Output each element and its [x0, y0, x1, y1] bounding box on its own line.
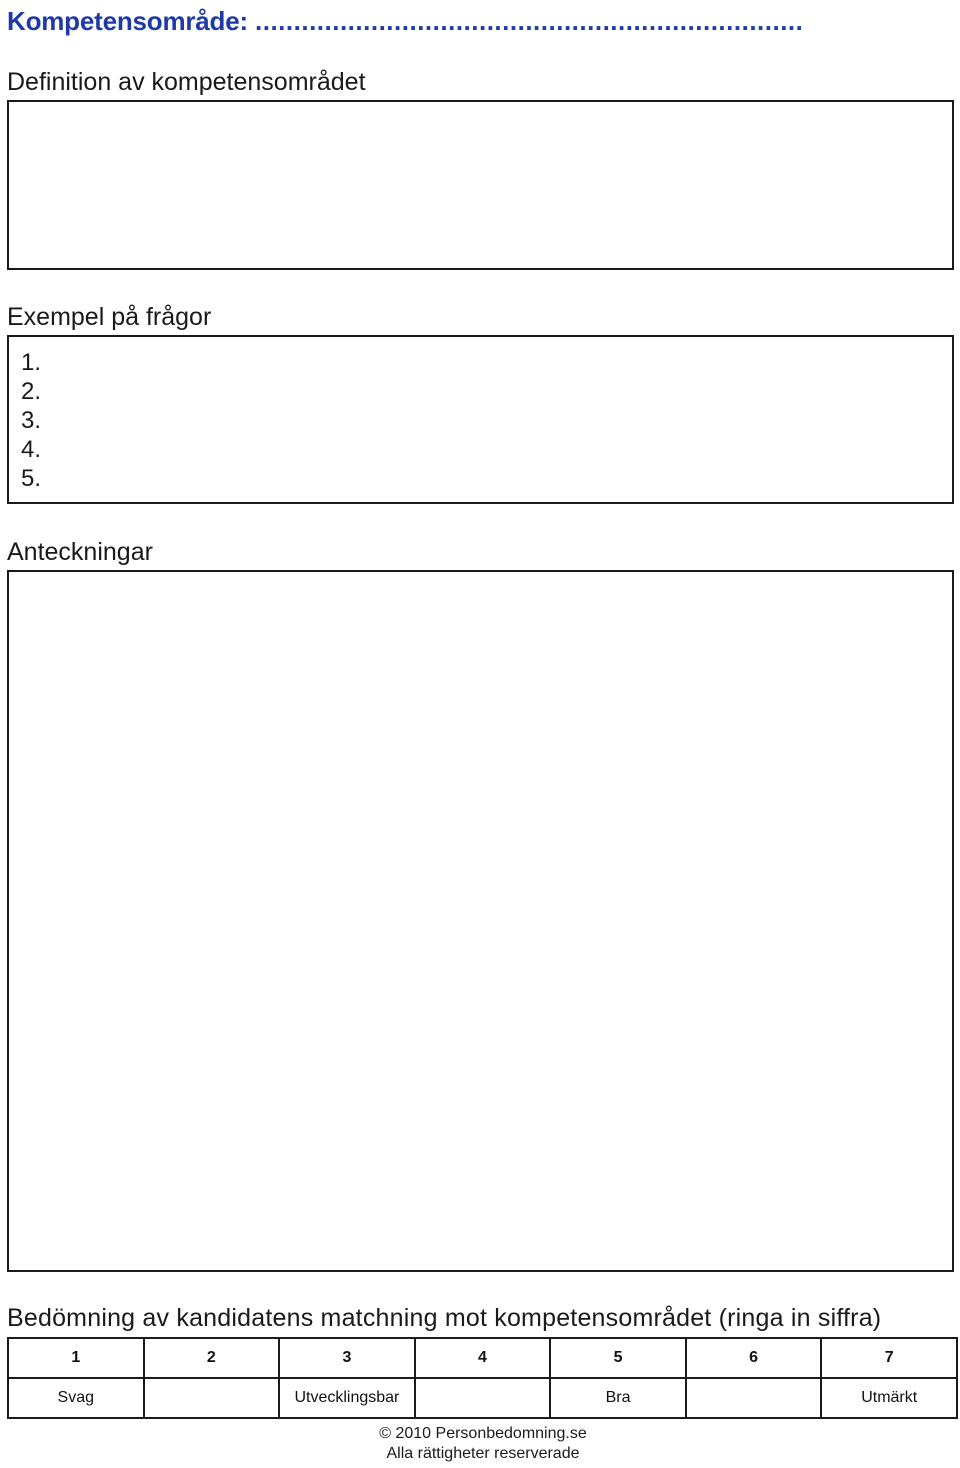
notes-box[interactable]	[7, 570, 954, 1272]
rating-score[interactable]: 6	[686, 1338, 822, 1378]
rating-descriptors-row	[8, 1378, 957, 1418]
rating-descriptor	[415, 1378, 551, 1418]
definition-label: Definition av kompetensområdet	[7, 68, 366, 96]
rating-descriptor	[686, 1378, 822, 1418]
copyright-text: © 2010 Personbedomning.se	[379, 1425, 587, 1442]
assessment-label: Bedömning av kandidatens matchning mot kompetensområdet (ringa in siffra)	[7, 1304, 882, 1332]
title-text: Kompetensområde:	[7, 6, 248, 36]
rating-descriptor: Utvecklingsbar	[279, 1378, 415, 1418]
rating-score[interactable]: 2	[144, 1338, 280, 1378]
question-item: 3.	[21, 407, 42, 434]
rights-text: Alla rättigheter reserverade	[386, 1445, 580, 1462]
rating-score[interactable]: 4	[415, 1338, 551, 1378]
title-fill-line[interactable]: .......................................................................	[255, 6, 804, 36]
rating-score[interactable]: 5	[550, 1338, 686, 1378]
rating-table	[7, 1337, 958, 1419]
rating-scores-row	[8, 1338, 957, 1378]
footer	[0, 1424, 960, 1464]
question-item: 5.	[21, 465, 42, 492]
question-item: 4.	[21, 436, 42, 463]
rating-score[interactable]: 1	[8, 1338, 144, 1378]
rating-descriptor: Utmärkt	[821, 1378, 957, 1418]
rating-descriptor	[144, 1378, 280, 1418]
rating-descriptor: Svag	[8, 1378, 144, 1418]
question-item: 1.	[21, 349, 42, 376]
rating-score[interactable]: 3	[279, 1338, 415, 1378]
questions-list	[21, 348, 41, 493]
questions-box[interactable]	[7, 335, 954, 504]
page-title	[7, 4, 803, 38]
question-item: 2.	[21, 378, 42, 405]
notes-label: Anteckningar	[7, 538, 153, 566]
rating-score[interactable]: 7	[821, 1338, 957, 1378]
questions-label: Exempel på frågor	[7, 303, 212, 331]
definition-box[interactable]	[7, 100, 954, 270]
rating-descriptor: Bra	[550, 1378, 686, 1418]
